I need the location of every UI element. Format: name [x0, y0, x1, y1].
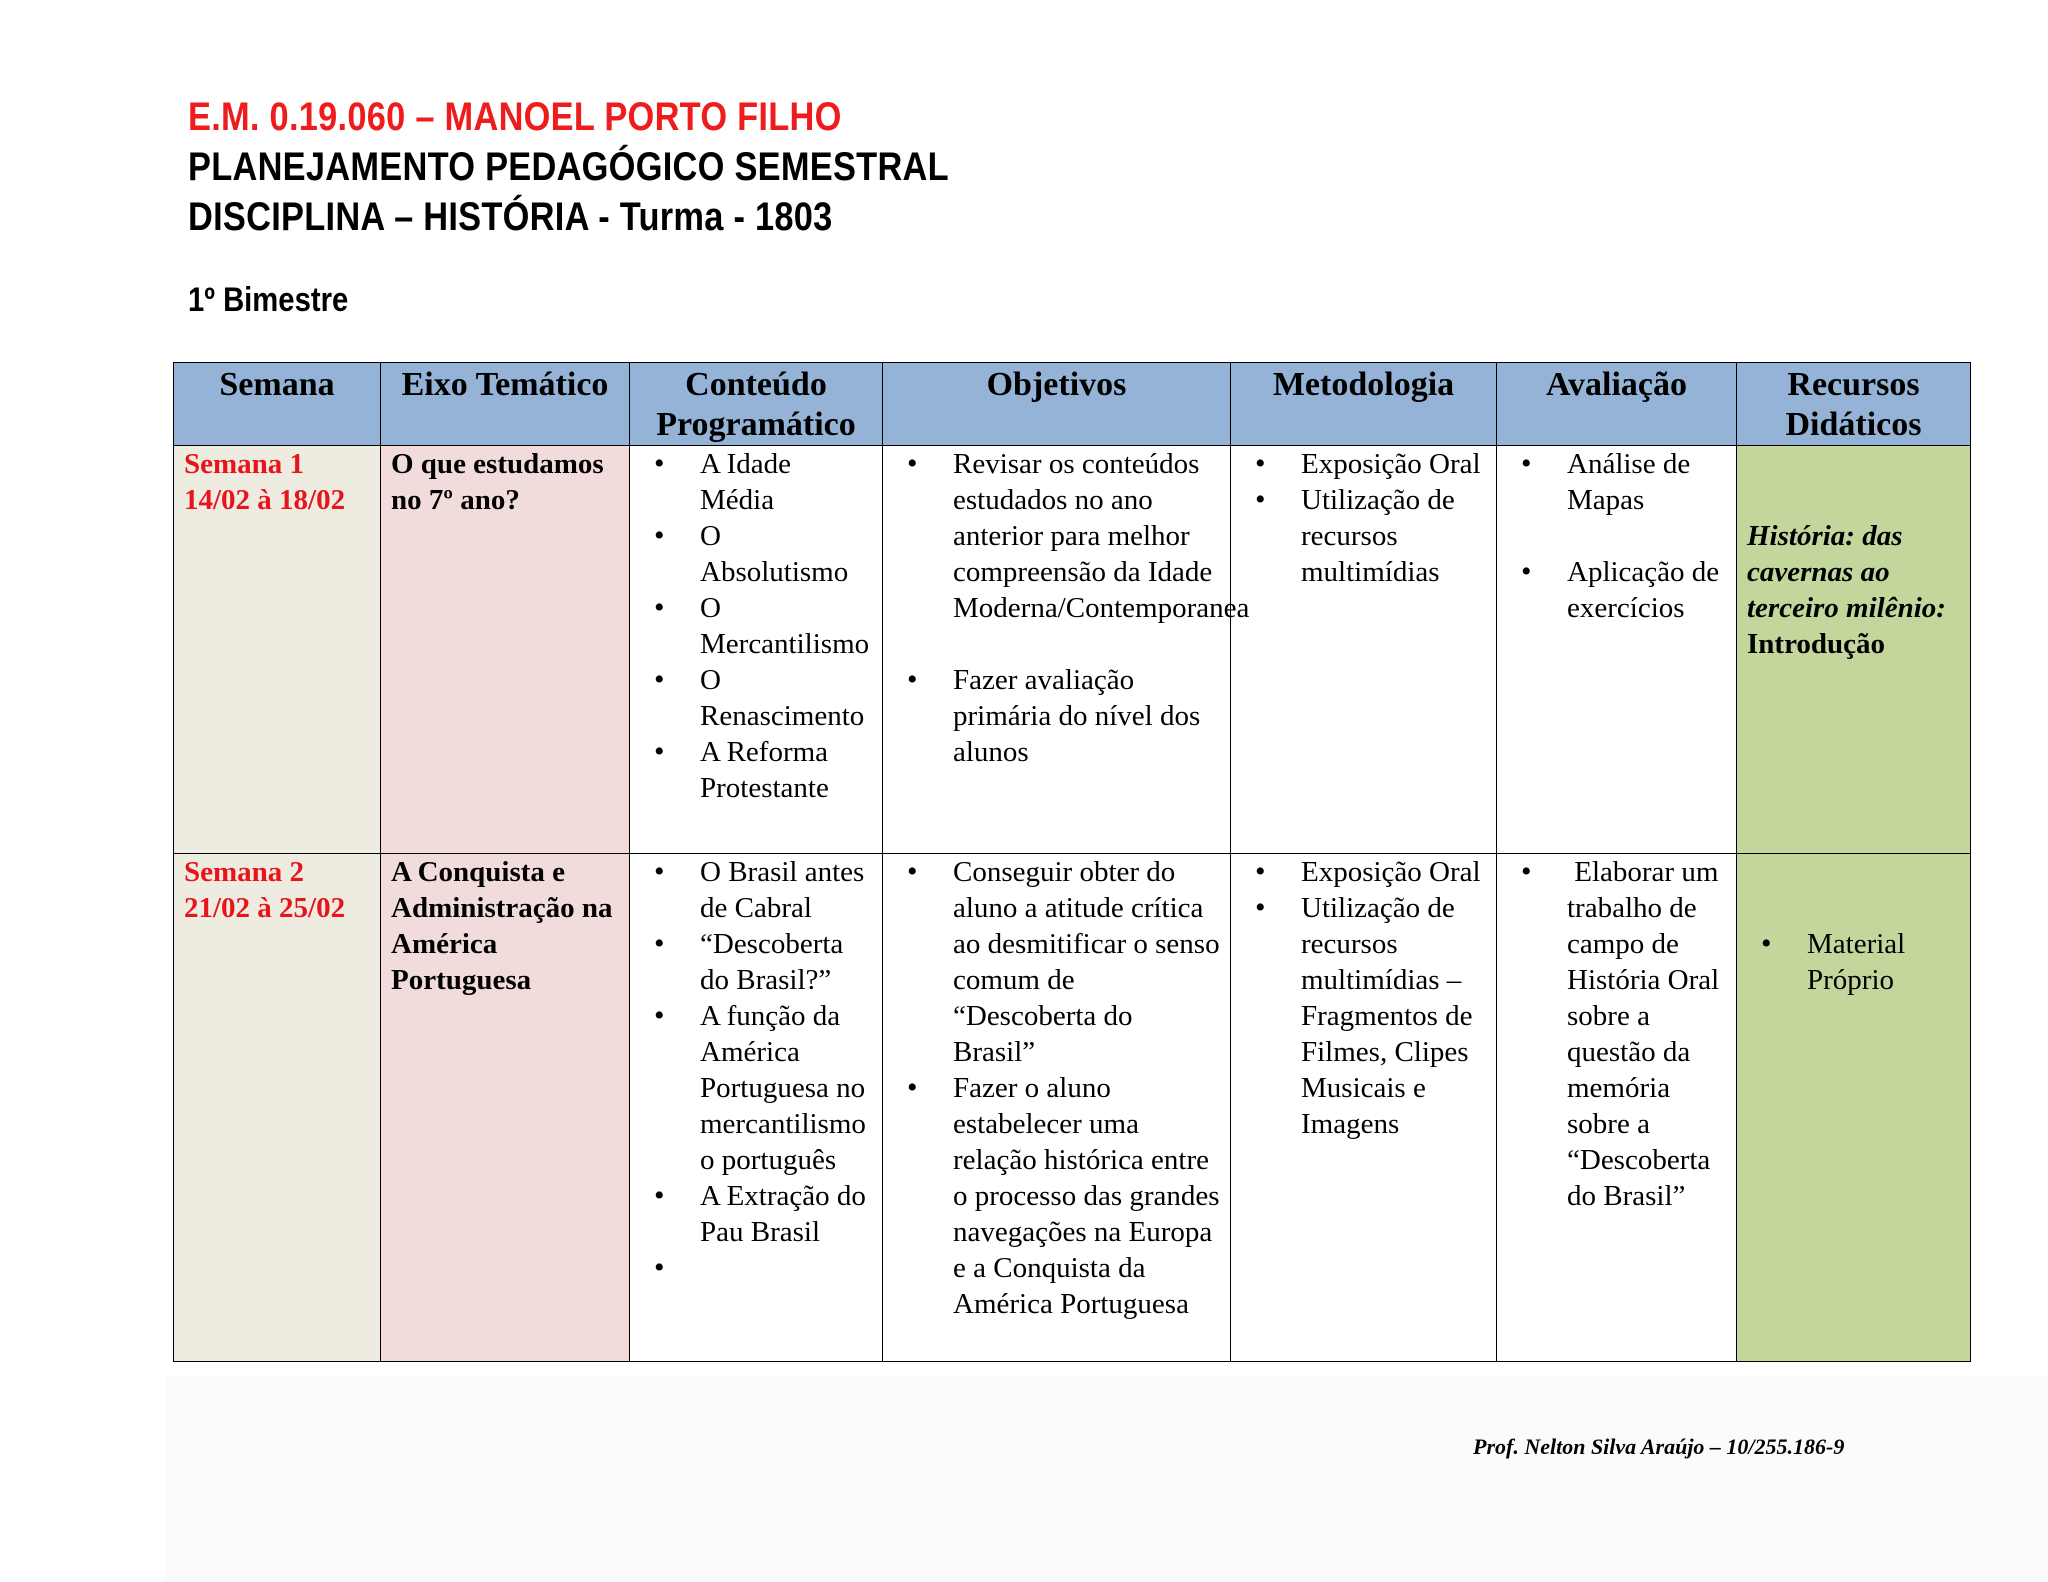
- content-cell: [630, 446, 883, 854]
- list-item: • Revisar os conteúdos estudados no ano anterior para melhor compreensão da Idade Moderna/Contemporanea: [953, 446, 1220, 626]
- column-header-semana: Semana: [174, 363, 381, 446]
- week-dates: 14/02 à 18/02: [184, 484, 346, 516]
- list-item: • O Brasil antes de Cabral: [700, 854, 872, 926]
- school-title: E.M. 0.19.060 – MANOEL PORTO FILHO: [188, 95, 842, 139]
- list-item: • Elaborar um trabalho de campo de História Oral sobre a questão da memória sobre a “Descoberta do Brasil”: [1567, 854, 1726, 1214]
- list-item: • A Extração do Pau Brasil: [700, 1178, 872, 1250]
- column-header-recursos: Recursos Didáticos: [1737, 363, 1971, 446]
- column-header-eixo: Eixo Temático: [381, 363, 630, 446]
- list-item: • Material Próprio: [1807, 926, 1960, 998]
- period-title: 1º Bimestre: [188, 281, 349, 319]
- teacher-signature: Prof. Nelton Silva Araújo – 10/255.186-9: [1473, 1434, 1845, 1459]
- list-item: • Fazer avaliação primária do nível dos alunos: [953, 662, 1220, 770]
- discipline-title: DISCIPLINA – HISTÓRIA - Turma - 1803: [188, 195, 833, 239]
- week-label: Semana 2: [184, 856, 305, 888]
- list-item: • O Absolutismo: [700, 518, 872, 590]
- list-item: • Análise de Mapas: [1567, 446, 1726, 518]
- list-item: • Exposição Oral: [1301, 446, 1486, 482]
- list-item: • Utilização de recursos multimídias: [1301, 482, 1486, 590]
- column-header-objetivos: Objetivos: [883, 363, 1231, 446]
- objectives-cell: [883, 446, 1250, 854]
- week-cell: [174, 446, 381, 854]
- methodology-cell: [1231, 446, 1497, 854]
- table-row-week-1: [174, 446, 1971, 854]
- table-row-week-2: [174, 854, 1971, 1362]
- list-item: • A Idade Média: [700, 446, 872, 518]
- resources-cell: [1737, 446, 1971, 854]
- list-item: • Fazer o aluno estabelecer uma relação histórica entre o processo das grandes navegações na Europa e a Conquista da América Portuguesa: [953, 1070, 1220, 1322]
- list-item: • A Reforma Protestante: [700, 734, 872, 806]
- column-header-metodologia: Metodologia: [1231, 363, 1497, 446]
- evaluation-cell: [1497, 854, 1737, 1362]
- list-item: • O Renascimento: [700, 662, 872, 734]
- list-item: • Exposição Oral: [1301, 854, 1486, 890]
- objectives-cell: [883, 854, 1231, 1362]
- plan-title: PLANEJAMENTO PEDAGÓGICO SEMESTRAL: [188, 145, 949, 189]
- resources-book-title: História: das cavernas ao terceiro milênio:: [1747, 520, 1946, 624]
- list-item: • Conseguir obter do aluno a atitude crítica ao desmitificar o senso comum de “Descoberta do Brasil”: [953, 854, 1220, 1070]
- week-label: Semana 1: [184, 448, 305, 480]
- list-item: • A função da América Portuguesa no mercantilismo o português: [700, 998, 872, 1178]
- list-item: • Aplicação de exercícios: [1567, 554, 1726, 626]
- column-header-conteudo: Conteúdo Programático: [630, 363, 883, 446]
- theme-axis-cell: A Conquista e Administração na América Portuguesa: [381, 854, 630, 1362]
- list-item: • O Mercantilismo: [700, 590, 872, 662]
- column-header-avaliacao: Avaliação: [1497, 363, 1737, 446]
- list-item: • “Descoberta do Brasil?”: [700, 926, 872, 998]
- resources-chapter: Introdução: [1747, 628, 1886, 660]
- list-item: • Utilização de recursos multimídias – Fragmentos de Filmes, Clipes Musicais e Imagens: [1301, 890, 1486, 1142]
- methodology-cell: [1231, 854, 1497, 1362]
- list-item: [700, 1250, 872, 1286]
- week-dates: 21/02 à 25/02: [184, 892, 346, 924]
- resources-cell: [1737, 854, 1971, 1362]
- week-cell: [174, 854, 381, 1362]
- theme-axis-cell: O que estudamos no 7º ano?: [381, 446, 630, 854]
- planning-table: [173, 362, 1971, 1362]
- page-shade: [165, 1375, 2048, 1582]
- table-header-row: [174, 363, 1971, 446]
- evaluation-cell: [1497, 446, 1737, 854]
- content-cell: [630, 854, 883, 1362]
